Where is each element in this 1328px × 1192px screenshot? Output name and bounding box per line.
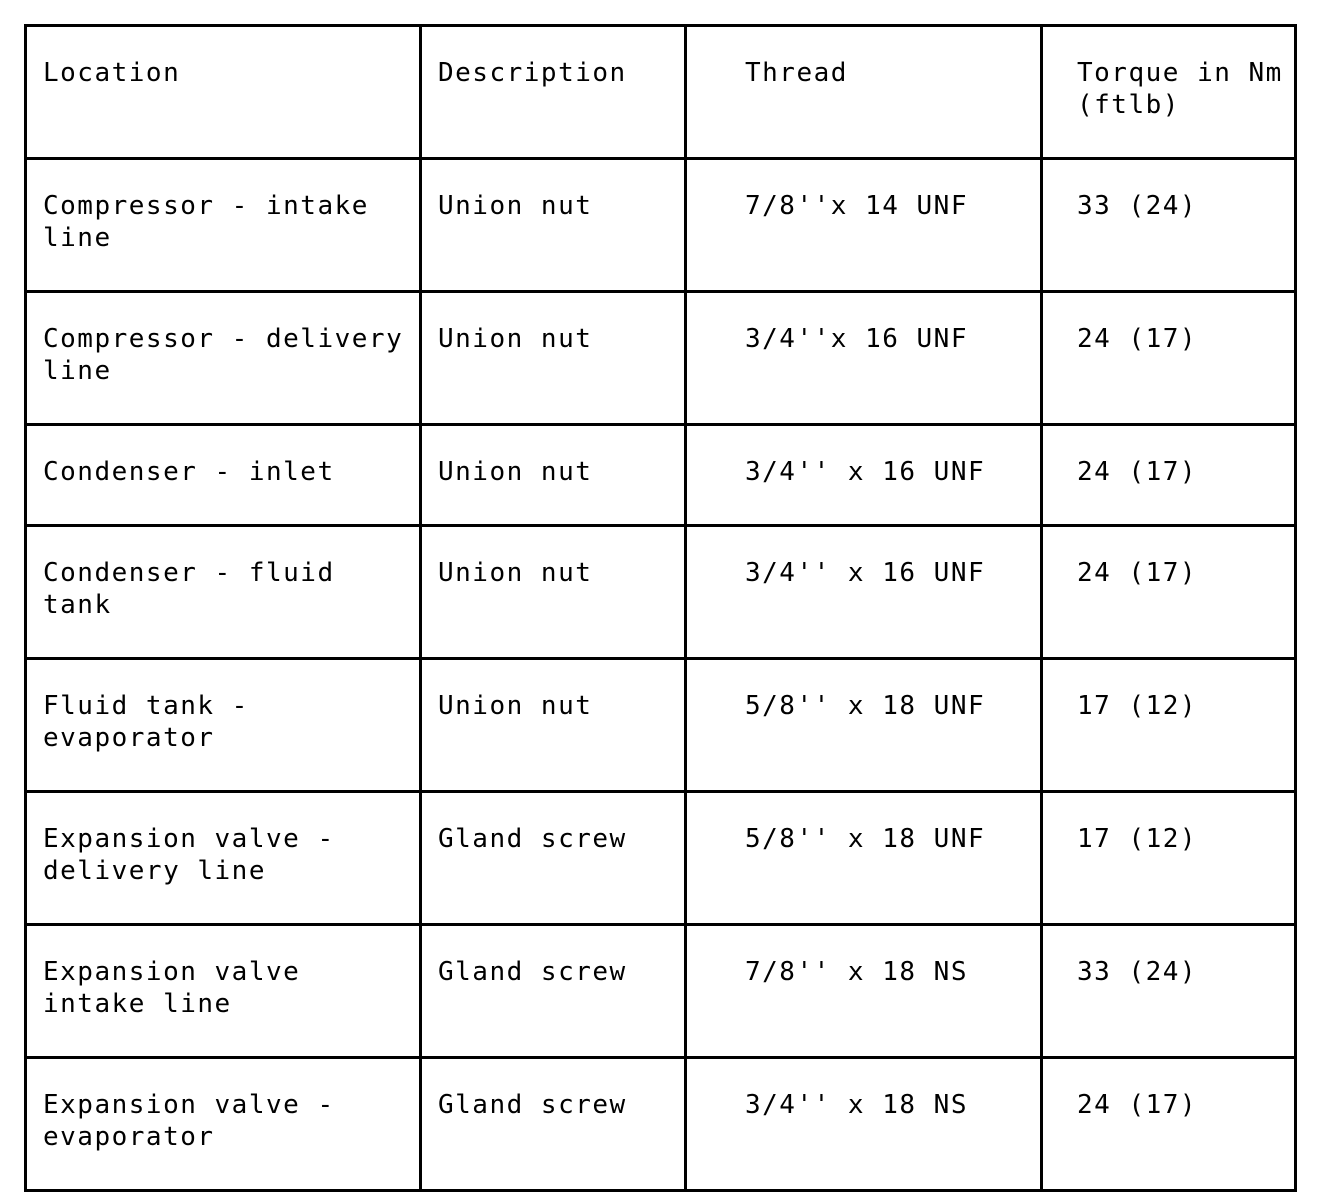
cell-description: Gland screw — [421, 925, 686, 1058]
cell-torque: 33 (24) — [1042, 925, 1296, 1058]
cell-location: Condenser - inlet — [26, 425, 421, 526]
cell-torque: 17 (12) — [1042, 792, 1296, 925]
cell-thread: 3/4'' x 18 NS — [686, 1058, 1042, 1191]
cell-thread: 3/4'' x 16 UNF — [686, 425, 1042, 526]
cell-thread: 5/8'' x 18 UNF — [686, 659, 1042, 792]
torque-spec-table — [24, 24, 1297, 1192]
cell-thread: 7/8''x 14 UNF — [686, 159, 1042, 292]
cell-description: Union nut — [421, 659, 686, 792]
table-header-row — [26, 26, 1296, 159]
table-row — [26, 792, 1296, 925]
cell-description: Gland screw — [421, 792, 686, 925]
cell-torque: 24 (17) — [1042, 292, 1296, 425]
header-description: Description — [421, 26, 686, 159]
table-row — [26, 425, 1296, 526]
cell-thread: 5/8'' x 18 UNF — [686, 792, 1042, 925]
cell-description: Union nut — [421, 292, 686, 425]
cell-torque: 17 (12) — [1042, 659, 1296, 792]
cell-torque: 24 (17) — [1042, 1058, 1296, 1191]
cell-torque: 24 (17) — [1042, 526, 1296, 659]
cell-location: Fluid tank - evaporator — [26, 659, 421, 792]
header-torque: Torque in Nm (ftlb) — [1042, 26, 1296, 159]
cell-torque: 24 (17) — [1042, 425, 1296, 526]
table-row — [26, 292, 1296, 425]
cell-description: Union nut — [421, 526, 686, 659]
cell-location: Expansion valve - evaporator — [26, 1058, 421, 1191]
cell-description: Union nut — [421, 159, 686, 292]
cell-location: Compressor - delivery line — [26, 292, 421, 425]
cell-description: Union nut — [421, 425, 686, 526]
header-thread: Thread — [686, 26, 1042, 159]
cell-location: Compressor - intake line — [26, 159, 421, 292]
cell-location: Expansion valve - delivery line — [26, 792, 421, 925]
cell-location: Condenser - fluid tank — [26, 526, 421, 659]
cell-thread: 3/4''x 16 UNF — [686, 292, 1042, 425]
cell-description: Gland screw — [421, 1058, 686, 1191]
cell-thread: 7/8'' x 18 NS — [686, 925, 1042, 1058]
table-row — [26, 659, 1296, 792]
cell-location: Expansion valve intake line — [26, 925, 421, 1058]
table-row — [26, 526, 1296, 659]
cell-torque: 33 (24) — [1042, 159, 1296, 292]
cell-thread: 3/4'' x 16 UNF — [686, 526, 1042, 659]
table-row — [26, 925, 1296, 1058]
table-row — [26, 159, 1296, 292]
header-location: Location — [26, 26, 421, 159]
table-row — [26, 1058, 1296, 1191]
